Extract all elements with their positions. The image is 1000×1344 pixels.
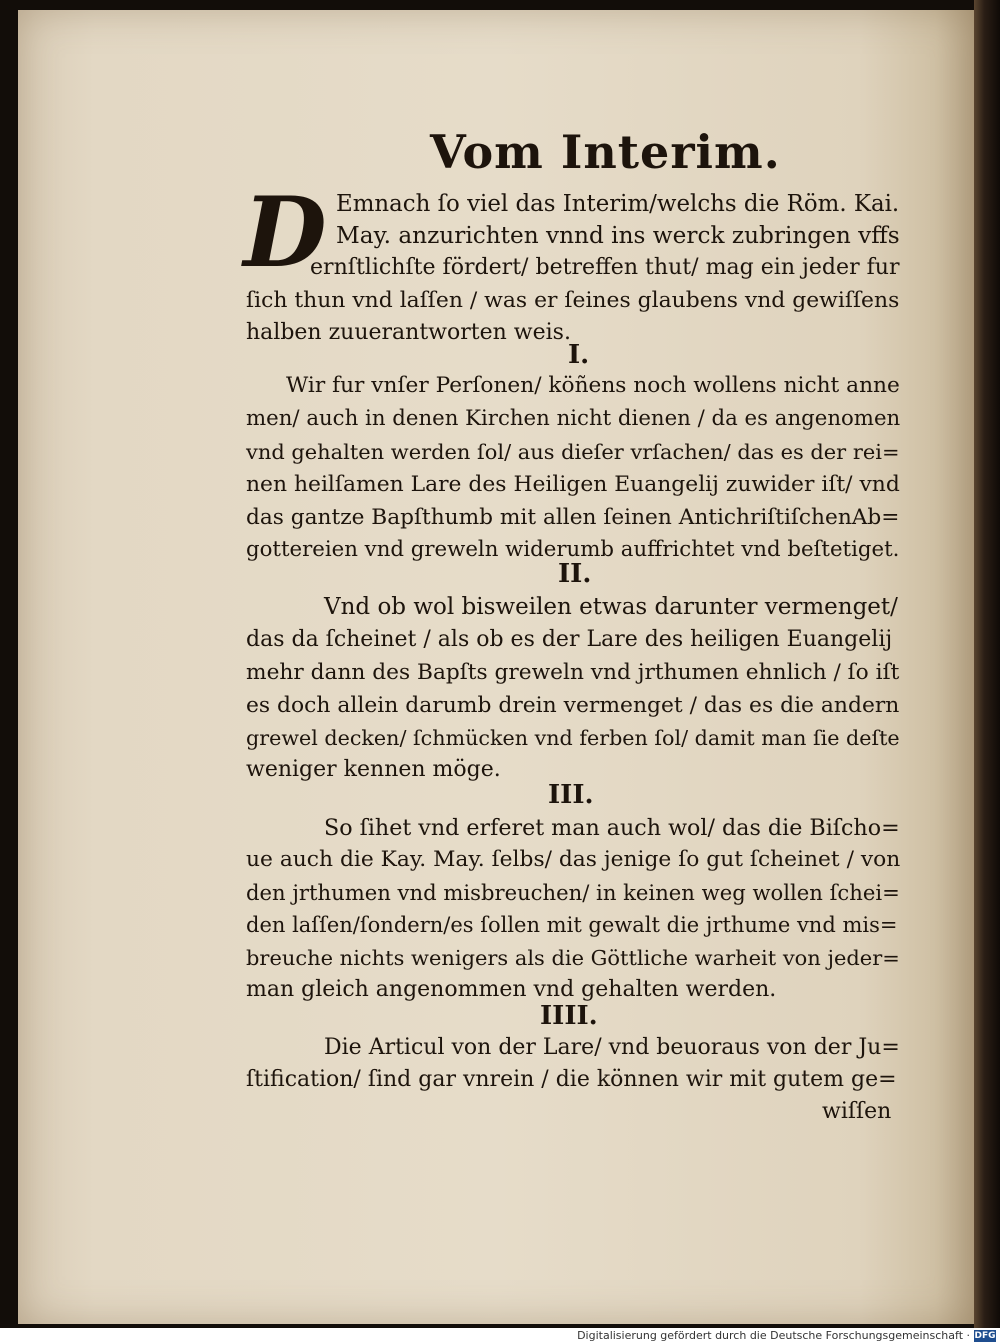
intro-line: ſich thun vnd laſſen / was er ſeines glaubens vnd gewiſſens <box>246 288 900 313</box>
text-line: nen heilſamen Lare des Heiligen Euangelij zuwider iſt/ vnd <box>246 472 900 497</box>
text-line: es doch allein darumb drein vermenget / das es die andern <box>246 693 900 718</box>
text-line: ſtification/ ſind gar vnrein / die können wir mit gutem ge= <box>246 1067 897 1092</box>
text-line: grewel decken/ ſchmücken vnd ferben ſol/ damit man ſie deſte <box>246 726 900 750</box>
text-line: das gantze Bapſthumb mit allen ſeinen AntichriſtiſchenAb= <box>246 505 900 530</box>
section-numeral: IIII. <box>540 1001 598 1031</box>
section-numeral: III. <box>548 780 594 810</box>
text-line: Vnd ob wol bisweilen etwas darunter vermenget/ <box>324 594 898 620</box>
footer-credit: Digitalisierung gefördert durch die Deutsche Forschungsgemeinschaft · <box>577 1329 970 1342</box>
text-line: mehr dann des Bapſts greweln vnd jrthumen ehnlich / ſo iſt <box>246 660 900 685</box>
text-line: weniger kennen möge. <box>246 757 501 782</box>
page-title: Vom Interim. <box>430 125 781 179</box>
intro-line: halben zuuerantworten weis. <box>246 320 571 345</box>
text-line: gottereien vnd greweln widerumb auffrichtet vnd beſtetiget. <box>246 537 900 562</box>
decorated-initial: D <box>243 176 327 289</box>
section-numeral: II. <box>558 559 592 589</box>
text-line: Die Articul von der Lare/ vnd beuoraus von der Ju= <box>324 1035 900 1060</box>
dfg-logo: DFG <box>974 1331 996 1341</box>
text-line: das da ſcheinet / als ob es der Lare des heiligen Euangelij <box>246 627 893 652</box>
text-line: vnd gehalten werden ſol/ aus dieſer vrſachen/ das es der rei= <box>246 440 900 464</box>
text-line: men/ auch in denen Kirchen nicht dienen / da es angenomen <box>246 406 901 431</box>
text-line: den jrthumen vnd misbreuchen/ in keinen weg wollen ſchei= <box>246 880 900 905</box>
catchword: wiſſen <box>822 1099 892 1124</box>
text-line: den laſſen/ſondern/es ſollen mit gewalt die jrthume vnd mis= <box>246 913 898 937</box>
text-line: man gleich angenommen vnd gehalten werden. <box>246 977 777 1002</box>
intro-line: Emnach ſo viel das Interim/welchs die Röm. Kai. <box>336 191 900 217</box>
text-line: breuche nichts wenigers als die Göttliche warheit von jeder= <box>246 946 900 970</box>
text-line: Wir fur vnſer Perſonen/ köñens noch wollens nicht anne <box>286 373 900 398</box>
intro-line: May. anzurichten vnnd ins werck zubringen vffs <box>336 222 900 249</box>
text-line: ue auch die Kay. May. ſelbs/ das jenige ſo gut ſcheinet / von <box>246 847 901 872</box>
book-spine <box>974 0 1000 1330</box>
section-numeral: I. <box>568 340 590 370</box>
intro-line: ernſtlichſte fördert/ betreffen thut/ mag ein jeder fur <box>310 255 900 280</box>
text-line: So ſihet vnd erferet man auch wol/ das die Biſcho= <box>324 815 900 841</box>
